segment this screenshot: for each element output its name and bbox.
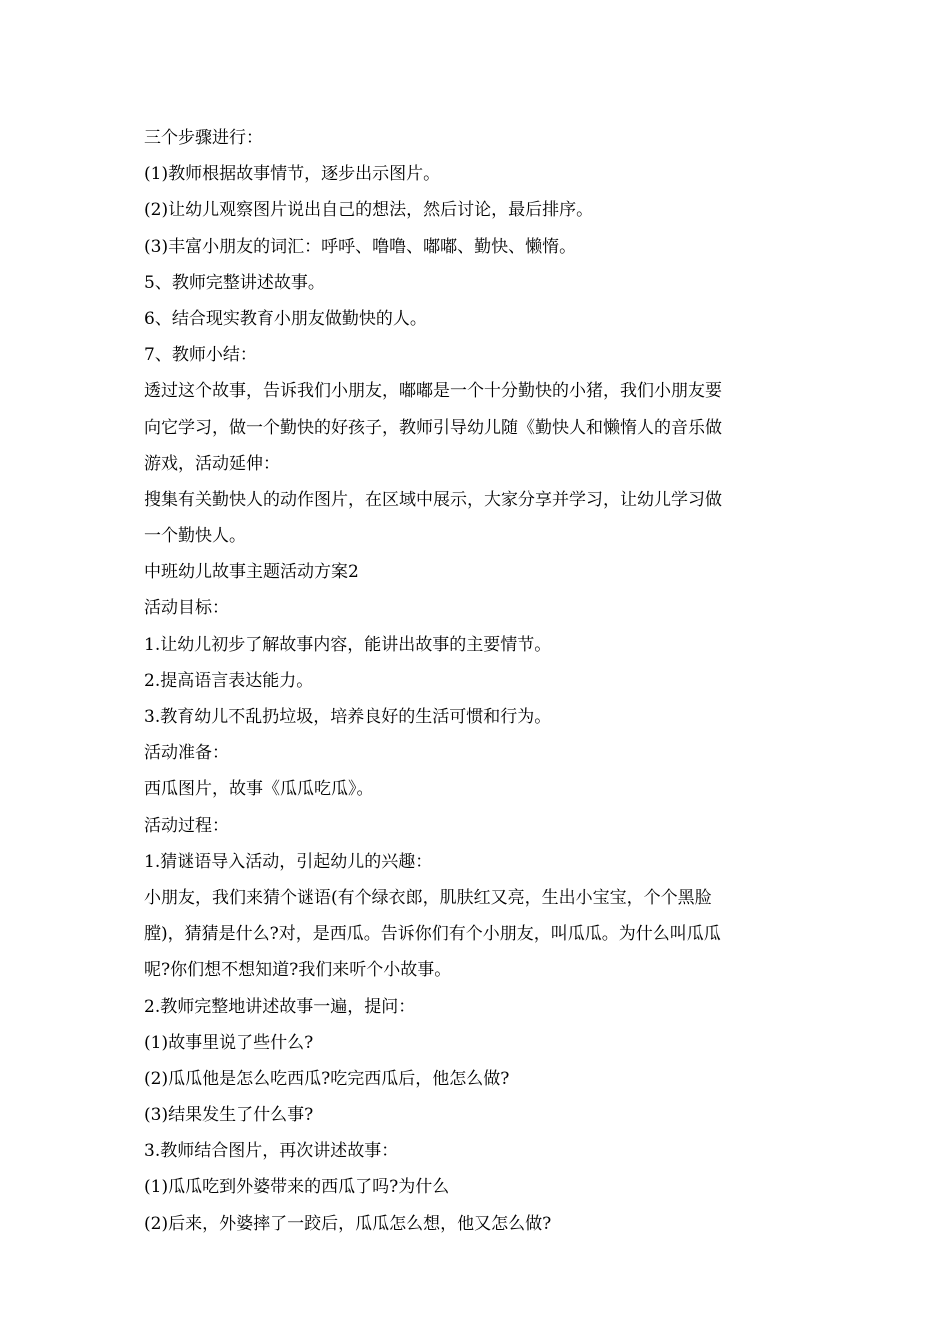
- text-line: 活动准备：: [144, 743, 229, 764]
- text-line: 1.让幼儿初步了解故事内容，能讲出故事的主要情节。: [144, 634, 552, 655]
- text-line: 1.猜谜语导入活动，引起幼儿的兴趣：: [144, 851, 433, 872]
- text-line: 向它学习，做一个勤快的好孩子，教师引导幼儿随《勤快人和懒惰人的音乐做: [144, 417, 722, 438]
- text-line: 小朋友，我们来猜个谜语(有个绿衣郎，肌肤红又亮，生出小宝宝，个个黑脸: [144, 887, 712, 908]
- text-line: 搜集有关勤快人的动作图片，在区域中展示，大家分享并学习，让幼儿学习做: [144, 489, 722, 510]
- text-line: 3.教育幼儿不乱扔垃圾，培养良好的生活可惯和行为。: [144, 707, 552, 727]
- text-line: (3)结果发生了什么事?: [144, 1105, 314, 1126]
- text-line: 7、教师小结：: [144, 345, 257, 366]
- text-line: 西瓜图片，故事《瓜瓜吃瓜》。: [144, 779, 374, 800]
- document-body: [144, 120, 810, 1242]
- text-line: (1)教师根据故事情节，逐步出示图片。: [144, 164, 441, 185]
- text-line: (1)瓜瓜吃到外婆带来的西瓜了吗?为什么: [144, 1177, 450, 1198]
- text-line: 三个步骤进行：: [144, 128, 263, 148]
- text-line: (2)瓜瓜他是怎么吃西瓜?吃完西瓜后，他怎么做?: [144, 1068, 510, 1089]
- text-line: 2.教师完整地讲述故事一遍，提问：: [144, 996, 416, 1017]
- text-line: 膛)，猜猜是什么?对，是西瓜。告诉你们有个小朋友，叫瓜瓜。为什么叫瓜瓜: [144, 924, 721, 945]
- text-line: 3.教师结合图片，再次讲述故事：: [144, 1141, 399, 1162]
- text-line: (3)丰富小朋友的词汇：呼呼、噜噜、嘟嘟、勤快、懒惰。: [144, 236, 577, 257]
- text-line: (1)故事里说了些什么?: [144, 1032, 314, 1053]
- text-line: 5、教师完整讲述故事。: [144, 272, 325, 293]
- text-line: 一个勤快人。: [144, 526, 246, 547]
- text-line: (2)后来，外婆摔了一跤后，瓜瓜怎么想，他又怎么做?: [144, 1213, 552, 1234]
- text-line: (2)让幼儿观察图片说出自己的想法，然后讨论，最后排序。: [144, 200, 594, 221]
- text-line: 6、结合现实教育小朋友做勤快的人。: [144, 308, 427, 329]
- text-line: 透过这个故事，告诉我们小朋友，嘟嘟是一个十分勤快的小猪，我们小朋友要: [144, 381, 722, 402]
- text-line: 呢?你们想不想知道?我们来听个小故事。: [144, 960, 452, 981]
- section-heading: 中班幼儿故事主题活动方案2: [144, 562, 359, 583]
- text-line: 2.提高语言表达能力。: [144, 670, 314, 691]
- text-line: 活动目标：: [144, 598, 229, 619]
- text-line: 游戏，活动延伸：: [144, 453, 280, 474]
- text-line: 活动过程：: [144, 815, 229, 836]
